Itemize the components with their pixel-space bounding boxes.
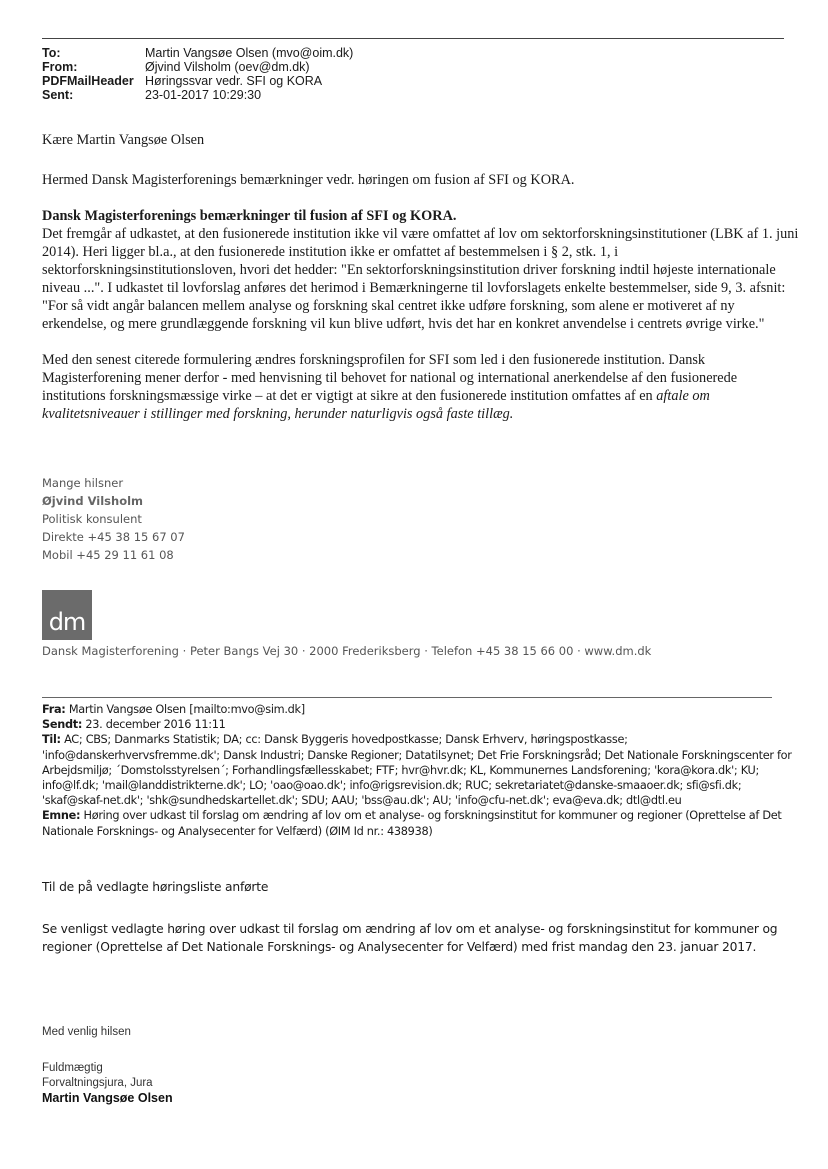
fwd-department: Forvaltningsjura, Jura	[42, 1077, 153, 1089]
signature-closing: Mange hilsner	[42, 476, 124, 490]
to-value: Martin Vangsøe Olsen (mvo@oim.dk)	[145, 46, 354, 60]
forward-divider	[42, 697, 772, 698]
greeting: Kære Martin Vangsøe Olsen	[42, 132, 205, 148]
fwd-to-label: Til:	[42, 733, 61, 747]
fwd-salutation: Til de på vedlagte høringsliste anførte	[42, 880, 269, 894]
fwd-from-label: Fra:	[42, 703, 66, 716]
fwd-sent-label: Sendt:	[42, 718, 83, 732]
paragraph-2-text: Med den senest citerede formulering ændres forskningsprofilen for SFI som led i den fusionerede institution. Dansk Magisterforening mener derfor - med henvisning til behovet for national og international anerkendelse af den fusionerede institutions forskningsmæssige virke – at det er vigtigt at sikre at den fusionerede institution omfattes af en	[42, 352, 738, 404]
subject-value: Høringssvar vedr. SFI og KORA	[145, 74, 323, 88]
signature-direct: Direkte +45 38 15 67 07	[42, 530, 185, 544]
intro: Hermed Dansk Magisterforenings bemærkninger vedr. høringen om fusion af SFI og KORA.	[42, 172, 575, 188]
signature	[42, 474, 185, 564]
paragraph-2	[42, 351, 802, 423]
fwd-title: Fuldmægtig	[42, 1062, 103, 1074]
logo-text: dm	[48, 608, 86, 636]
signature-title: Politisk konsulent	[42, 512, 142, 526]
dm-logo	[42, 590, 92, 640]
letter-heading: Dansk Magisterforenings bemærkninger til fusion af SFI og KORA.	[42, 208, 457, 224]
signature-name: Øjvind Vilsholm	[42, 494, 144, 508]
paragraph-2-italic: aftale om kvalitetsniveauer i stillinger med forskning, herunder naturligvis også faste tillæg.	[42, 388, 710, 422]
fwd-signature	[42, 1061, 173, 1106]
from-value: Øjvind Vilsholm (oev@dm.dk)	[145, 60, 310, 74]
letter-body	[42, 207, 802, 423]
subject-label: PDFMailHeader	[42, 74, 134, 88]
fwd-subject-value: Høring over udkast til forslag om ændring af lov om et analyse- og forskningsinstitut for kommuner og regioner (Oprettelse af Det Nationale Forsknings- og Analysecenter for Velfærd) (ØIM Id nr.: 438938)	[42, 809, 782, 838]
sent-value: 23-01-2017 10:29:30	[145, 88, 262, 102]
email-header	[42, 46, 353, 102]
signature-mobile: Mobil +45 29 11 61 08	[42, 548, 174, 562]
fwd-name: Martin Vangsøe Olsen	[42, 1091, 173, 1105]
fwd-from-value: Martin Vangsøe Olsen [mailto:mvo@sim.dk]	[68, 703, 305, 716]
fwd-closing: Med venlig hilsen	[42, 1026, 131, 1038]
fwd-subject-label: Emne:	[42, 809, 81, 823]
top-divider	[42, 38, 784, 39]
footer-address: Dansk Magisterforening · Peter Bangs Vej 30 · 2000 Frederiksberg · Telefon +45 38 15 66 00 ·	[42, 644, 585, 658]
forwarded-header	[42, 702, 802, 839]
sent-label: Sent:	[42, 88, 74, 102]
fwd-to-value: AC; CBS; Danmarks Statistik; DA; cc: Dansk Byggeris hovedpostkasse; Dansk Erhverv, høringspostkasse; 'info@danskerhvervsfremme.dk'; Dansk Industri; Danske Regioner; Datatilsynet; Det Frie Forskningsråd; Det Nationale Forskningscenter for Arbejdsmiljø; ´Domstolsstyrelsen´; Forhandlingsfællesskabet; FTF; hvr@hvr.dk; KL, Kommunernes Landsforening; 'kora@kora.dk'; KU; info@lf.dk; 'mail@landdistrikterne.dk'; LO; 'oao@oao.dk'; info@rigsrevision.dk; RUC; sekretariatet@danske-smaaoer.dk; sfi@sfi.dk; 'skaf@skaf-net.dk'; 'shk@sundhedskartellet.dk'; SDU; AAU; 'bss@au.dk'; AU; 'info@cfu-net.dk'; eva@eva.dk; dtl@dtl.eu	[42, 733, 792, 808]
fwd-body: Se venligst vedlagte høring over udkast til forslag om ændring af lov om et analyse- og forskningsinstitut for kommuner og regioner (Oprettelse af Det Nationale Forsknings- og Analysecenter for Velfærd) med frist mandag den 23. januar 2017.	[42, 922, 778, 954]
fwd-sent-value: 23. december 2016 11:11	[85, 718, 226, 732]
signature-footer	[42, 644, 651, 658]
website-link[interactable]: www.dm.dk	[584, 644, 652, 658]
to-label: To:	[42, 46, 61, 60]
from-label: From:	[42, 60, 78, 74]
paragraph-1: Det fremgår af udkastet, at den fusionerede institution ikke vil være omfattet af lov om sektorforskningsinstitutioner (LBK af 1. juni 2014). Heri ligger bl.a., at den fusionerede institution ikke er omfattet af bestemmelsen i § 2, stk. 1, i sektorforskningsinstitutionsloven, hvori det hedder: "En sektorforskningsinstitution driver forskning indtil højeste internationale niveau ...". I udkastet til lovforslag anføres det herimod i Bemærkningerne til lovforslagets enkelte bestemmelser, side 9, 3. afsnit: "For så vidt angår balancen mellem analyse og forskning skal centret ikke udføre forskning, som alene er motiveret af ny erkendelse, og mere grundlæggende forskning vil kun blive udført, hvis det har en konkret anvendelse i centrets øvrige virke."	[42, 226, 799, 332]
